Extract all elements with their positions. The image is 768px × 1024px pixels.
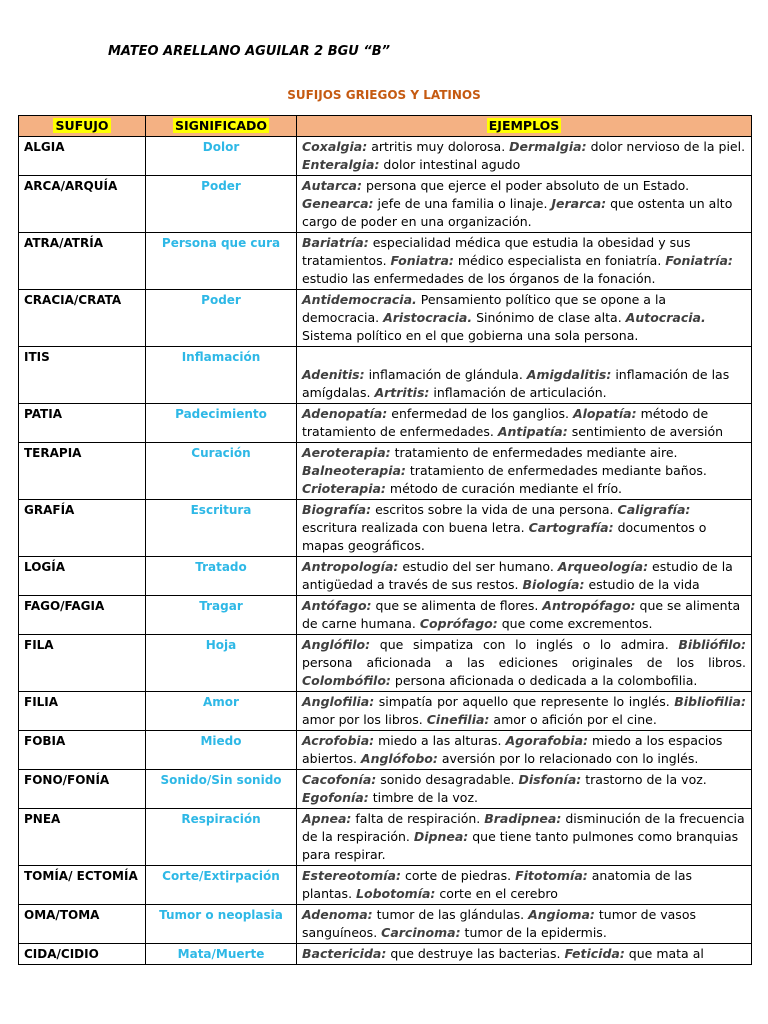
- example-term: Aeroterapia:: [302, 445, 391, 460]
- table-row: [19, 347, 752, 404]
- example-definition: que mata al: [624, 946, 704, 961]
- example-term: Arqueología:: [557, 559, 649, 574]
- table-row: [19, 404, 752, 443]
- example-term: Adenoma:: [302, 907, 373, 922]
- examples-cell: [297, 731, 752, 770]
- header-cell-meaning: [146, 116, 297, 137]
- table-row: [19, 944, 752, 965]
- example-definition: que destruye las bacterias.: [386, 946, 565, 961]
- example-term: Biología:: [522, 577, 585, 592]
- example-term: Antófago:: [302, 598, 372, 613]
- table-row: [19, 905, 752, 944]
- table-header-row: [19, 116, 752, 137]
- example-definition: artritis muy dolorosa.: [367, 139, 510, 154]
- suffix-cell: PNEA: [19, 809, 146, 866]
- example-definition: enfermedad de los ganglios.: [387, 406, 573, 421]
- examples-cell: [297, 635, 752, 692]
- example-definition: tumor de vasos sanguíneos.: [302, 907, 696, 940]
- example-term: Caligrafía:: [617, 502, 691, 517]
- example-term: Dermalgia:: [509, 139, 587, 154]
- example-definition: sonido desagradable.: [376, 772, 519, 787]
- example-definition: amor por los libros.: [302, 712, 427, 727]
- example-definition: estudio las enfermedades de los órganos de la fonación.: [302, 271, 656, 286]
- example-term: Bactericida:: [302, 946, 387, 961]
- example-term: Alopatía:: [572, 406, 637, 421]
- example-term: Carcinoma:: [381, 925, 461, 940]
- suffix-cell: FILIA: [19, 692, 146, 731]
- example-term: Cartografía:: [528, 520, 614, 535]
- examples-cell: [297, 443, 752, 500]
- examples-cell: [297, 944, 752, 965]
- example-definition: dolor intestinal agudo: [379, 157, 521, 172]
- examples-cell: [297, 596, 752, 635]
- example-term: Antipatía:: [497, 424, 568, 439]
- example-definition: Sistema político en el que gobierna una sola persona.: [302, 328, 639, 343]
- suffix-cell: ATRA/ATRÍA: [19, 233, 146, 290]
- example-term: Dipnea:: [413, 829, 469, 844]
- example-definition: tumor de la epidermis.: [460, 925, 607, 940]
- example-definition: estudio del ser humano.: [398, 559, 558, 574]
- suffix-cell: OMA/TOMA: [19, 905, 146, 944]
- example-definition: método de tratamiento de enfermedades.: [302, 406, 709, 439]
- example-term: Angioma:: [528, 907, 595, 922]
- example-term: Colombófilo:: [302, 673, 391, 688]
- example-term: Jerarca:: [551, 196, 607, 211]
- suffix-cell: ALGIA: [19, 137, 146, 176]
- meaning-cell: Persona que cura: [146, 233, 297, 290]
- header-label-meaning: SIGNIFICADO: [174, 118, 268, 133]
- example-term: Egofonía:: [302, 790, 369, 805]
- example-term: Fitotomía:: [515, 868, 588, 883]
- table-row: [19, 596, 752, 635]
- suffix-cell: ARCA/ARQUÍA: [19, 176, 146, 233]
- meaning-cell: Dolor: [146, 137, 297, 176]
- suffix-cell: FILA: [19, 635, 146, 692]
- example-definition: tumor de las glándulas.: [372, 907, 529, 922]
- header-cell-examples: [297, 116, 752, 137]
- example-definition: que se alimenta de flores.: [371, 598, 543, 613]
- example-definition: trastorno de la voz.: [581, 772, 707, 787]
- example-term: Bradipnea:: [484, 811, 562, 826]
- examples-cell: [297, 176, 752, 233]
- examples-cell: [297, 137, 752, 176]
- example-definition: estudio de la vida: [584, 577, 700, 592]
- example-definition: anatomia de las plantas.: [302, 868, 693, 901]
- examples-cell: [297, 290, 752, 347]
- example-term: Amigdalitis:: [526, 367, 612, 382]
- table-row: [19, 176, 752, 233]
- example-definition: estudio de la antigüedad a través de sus restos.: [302, 559, 733, 592]
- example-definition: método de curación mediante el frío.: [385, 481, 622, 496]
- example-definition: falta de respiración.: [351, 811, 485, 826]
- example-term: Adenopatía:: [302, 406, 388, 421]
- examples-cell: [297, 809, 752, 866]
- example-term: Anglófobo:: [360, 751, 438, 766]
- suffix-cell: TERAPIA: [19, 443, 146, 500]
- example-definition: que se alimenta de carne humana.: [302, 598, 741, 631]
- table-row: [19, 731, 752, 770]
- example-term: Cacofonía:: [302, 772, 377, 787]
- example-definition: aversión por lo relacionado con lo inglés.: [437, 751, 699, 766]
- table-row: [19, 137, 752, 176]
- table-row: [19, 443, 752, 500]
- example-definition: persona que ejerce el poder absoluto de un Estado.: [362, 178, 690, 193]
- example-term: Biografía:: [302, 502, 372, 517]
- meaning-cell: Inflamación: [146, 347, 297, 404]
- example-definition: que ostenta un alto cargo de poder en una organización.: [302, 196, 733, 229]
- meaning-cell: Amor: [146, 692, 297, 731]
- header-label-suffix: SUFUJO: [55, 118, 109, 133]
- example-definition: tratamiento de enfermedades mediante aire.: [390, 445, 678, 460]
- examples-cell: [297, 233, 752, 290]
- example-definition: jefe de una familia o linaje.: [373, 196, 552, 211]
- examples-cell: [297, 500, 752, 557]
- suffix-cell: FONO/FONÍA: [19, 770, 146, 809]
- table-row: [19, 866, 752, 905]
- meaning-cell: Corte/Extirpación: [146, 866, 297, 905]
- header-label-examples: EJEMPLOS: [488, 118, 560, 133]
- meaning-cell: Poder: [146, 290, 297, 347]
- table-row: [19, 809, 752, 866]
- example-term: Autarca:: [302, 178, 362, 193]
- example-term: Disfonía:: [518, 772, 582, 787]
- suffix-table: [18, 115, 752, 965]
- document-title: SUFIJOS GRIEGOS Y LATINOS: [287, 88, 481, 102]
- example-term: Adenitis:: [302, 367, 365, 382]
- example-definition: inflamación de las amígdalas.: [302, 367, 730, 400]
- meaning-cell: Tragar: [146, 596, 297, 635]
- header-cell-suffix: [19, 116, 146, 137]
- example-definition: escritura realizada con buena letra.: [302, 520, 529, 535]
- example-term: Aristocracia.: [383, 310, 473, 325]
- meaning-cell: Tratado: [146, 557, 297, 596]
- example-term: Foniatría:: [665, 253, 733, 268]
- example-term: Coprófago:: [419, 616, 498, 631]
- meaning-cell: Hoja: [146, 635, 297, 692]
- meaning-cell: Miedo: [146, 731, 297, 770]
- suffix-cell: PATIA: [19, 404, 146, 443]
- example-term: Apnea:: [302, 811, 352, 826]
- example-definition: que come excrementos.: [497, 616, 653, 631]
- example-definition: médico especialista en foniatría.: [453, 253, 666, 268]
- example-term: Foniatra:: [390, 253, 454, 268]
- example-definition: dolor nervioso de la piel.: [586, 139, 746, 154]
- meaning-cell: Padecimiento: [146, 404, 297, 443]
- example-term: Anglofilia:: [302, 694, 375, 709]
- meaning-cell: Poder: [146, 176, 297, 233]
- example-definition: escritos sobre la vida de una persona.: [371, 502, 618, 517]
- example-definition: documentos o mapas geográficos.: [302, 520, 707, 553]
- examples-cell: [297, 866, 752, 905]
- example-term: Enteralgia:: [302, 157, 380, 172]
- suffix-cell: LOGÍA: [19, 557, 146, 596]
- examples-cell: [297, 692, 752, 731]
- example-term: Coxalgia:: [302, 139, 368, 154]
- table-row: [19, 557, 752, 596]
- example-definition: inflamación de articulación.: [429, 385, 607, 400]
- suffix-cell: TOMÍA/ ECTOMÍA: [19, 866, 146, 905]
- examples-cell: [297, 770, 752, 809]
- example-term: Cinefilia:: [426, 712, 490, 727]
- table-row: [19, 692, 752, 731]
- examples-cell: [297, 347, 752, 404]
- examples-cell: [297, 557, 752, 596]
- suffix-cell: FOBIA: [19, 731, 146, 770]
- examples-cell: [297, 404, 752, 443]
- table-row: [19, 290, 752, 347]
- example-definition: corte de piedras.: [400, 868, 516, 883]
- example-term: Artritis:: [374, 385, 430, 400]
- suffix-cell: GRAFÍA: [19, 500, 146, 557]
- table-row: [19, 635, 752, 692]
- examples-cell: [297, 905, 752, 944]
- meaning-cell: Escritura: [146, 500, 297, 557]
- example-term: Bibliófilo:: [678, 637, 746, 652]
- example-definition: amor o afición por el cine.: [489, 712, 657, 727]
- example-definition: corte en el cerebro: [435, 886, 558, 901]
- example-definition: que simpatiza con lo inglés o lo admira.: [370, 637, 679, 652]
- example-definition: Pensamiento político que se opone a la democracia.: [302, 292, 667, 325]
- example-term: Antidemocracia.: [302, 292, 417, 307]
- example-definition: miedo a los espacios abiertos.: [302, 733, 723, 766]
- example-term: Antropología:: [302, 559, 399, 574]
- example-term: Lobotomía:: [356, 886, 436, 901]
- example-term: Feticida:: [564, 946, 625, 961]
- example-definition: timbre de la voz.: [368, 790, 478, 805]
- example-definition: inflamación de glándula.: [364, 367, 527, 382]
- table-row: [19, 500, 752, 557]
- meaning-cell: Tumor o neoplasia: [146, 905, 297, 944]
- suffix-cell: ITIS: [19, 347, 146, 404]
- example-term: Estereotomía:: [302, 868, 401, 883]
- example-term: Antropófago:: [542, 598, 636, 613]
- suffix-cell: FAGO/FAGIA: [19, 596, 146, 635]
- table-row: [19, 770, 752, 809]
- author-line: MATEO ARELLANO AGUILAR 2 BGU “B”: [108, 44, 391, 59]
- example-term: Acrofobia:: [302, 733, 375, 748]
- example-definition: miedo a las alturas.: [374, 733, 506, 748]
- table-row: [19, 233, 752, 290]
- example-definition: persona aficionada o dedicada a la colombofilia.: [390, 673, 698, 688]
- suffix-cell: CRACIA/CRATA: [19, 290, 146, 347]
- example-definition: simpatía por aquello que represente lo inglés.: [374, 694, 675, 709]
- example-term: Bibliofilia:: [674, 694, 746, 709]
- example-definition: tratamiento de enfermedades mediante baños.: [405, 463, 707, 478]
- example-definition: que tiene tanto pulmones como branquias para respirar.: [302, 829, 739, 862]
- example-term: Bariatría:: [302, 235, 369, 250]
- example-definition: disminución de la frecuencia de la respiración.: [302, 811, 745, 844]
- example-term: Genearca:: [302, 196, 374, 211]
- meaning-cell: Curación: [146, 443, 297, 500]
- meaning-cell: Mata/Muerte: [146, 944, 297, 965]
- table-body: [19, 137, 752, 965]
- example-definition: sentimiento de aversión: [567, 424, 724, 439]
- example-definition: especialidad médica que estudia la obesidad y sus tratamientos.: [302, 235, 691, 268]
- example-definition: Sinónimo de clase alta.: [472, 310, 626, 325]
- suffix-cell: CIDA/CIDIO: [19, 944, 146, 965]
- example-term: Crioterapia:: [302, 481, 386, 496]
- example-term: Balneoterapia:: [302, 463, 406, 478]
- meaning-cell: Respiración: [146, 809, 297, 866]
- example-term: Anglófilo:: [302, 637, 371, 652]
- example-term: Agorafobia:: [505, 733, 589, 748]
- meaning-cell: Sonido/Sin sonido: [146, 770, 297, 809]
- example-definition: persona aficionada a las ediciones originales de los libros.: [302, 655, 746, 670]
- example-term: Autocracia.: [625, 310, 706, 325]
